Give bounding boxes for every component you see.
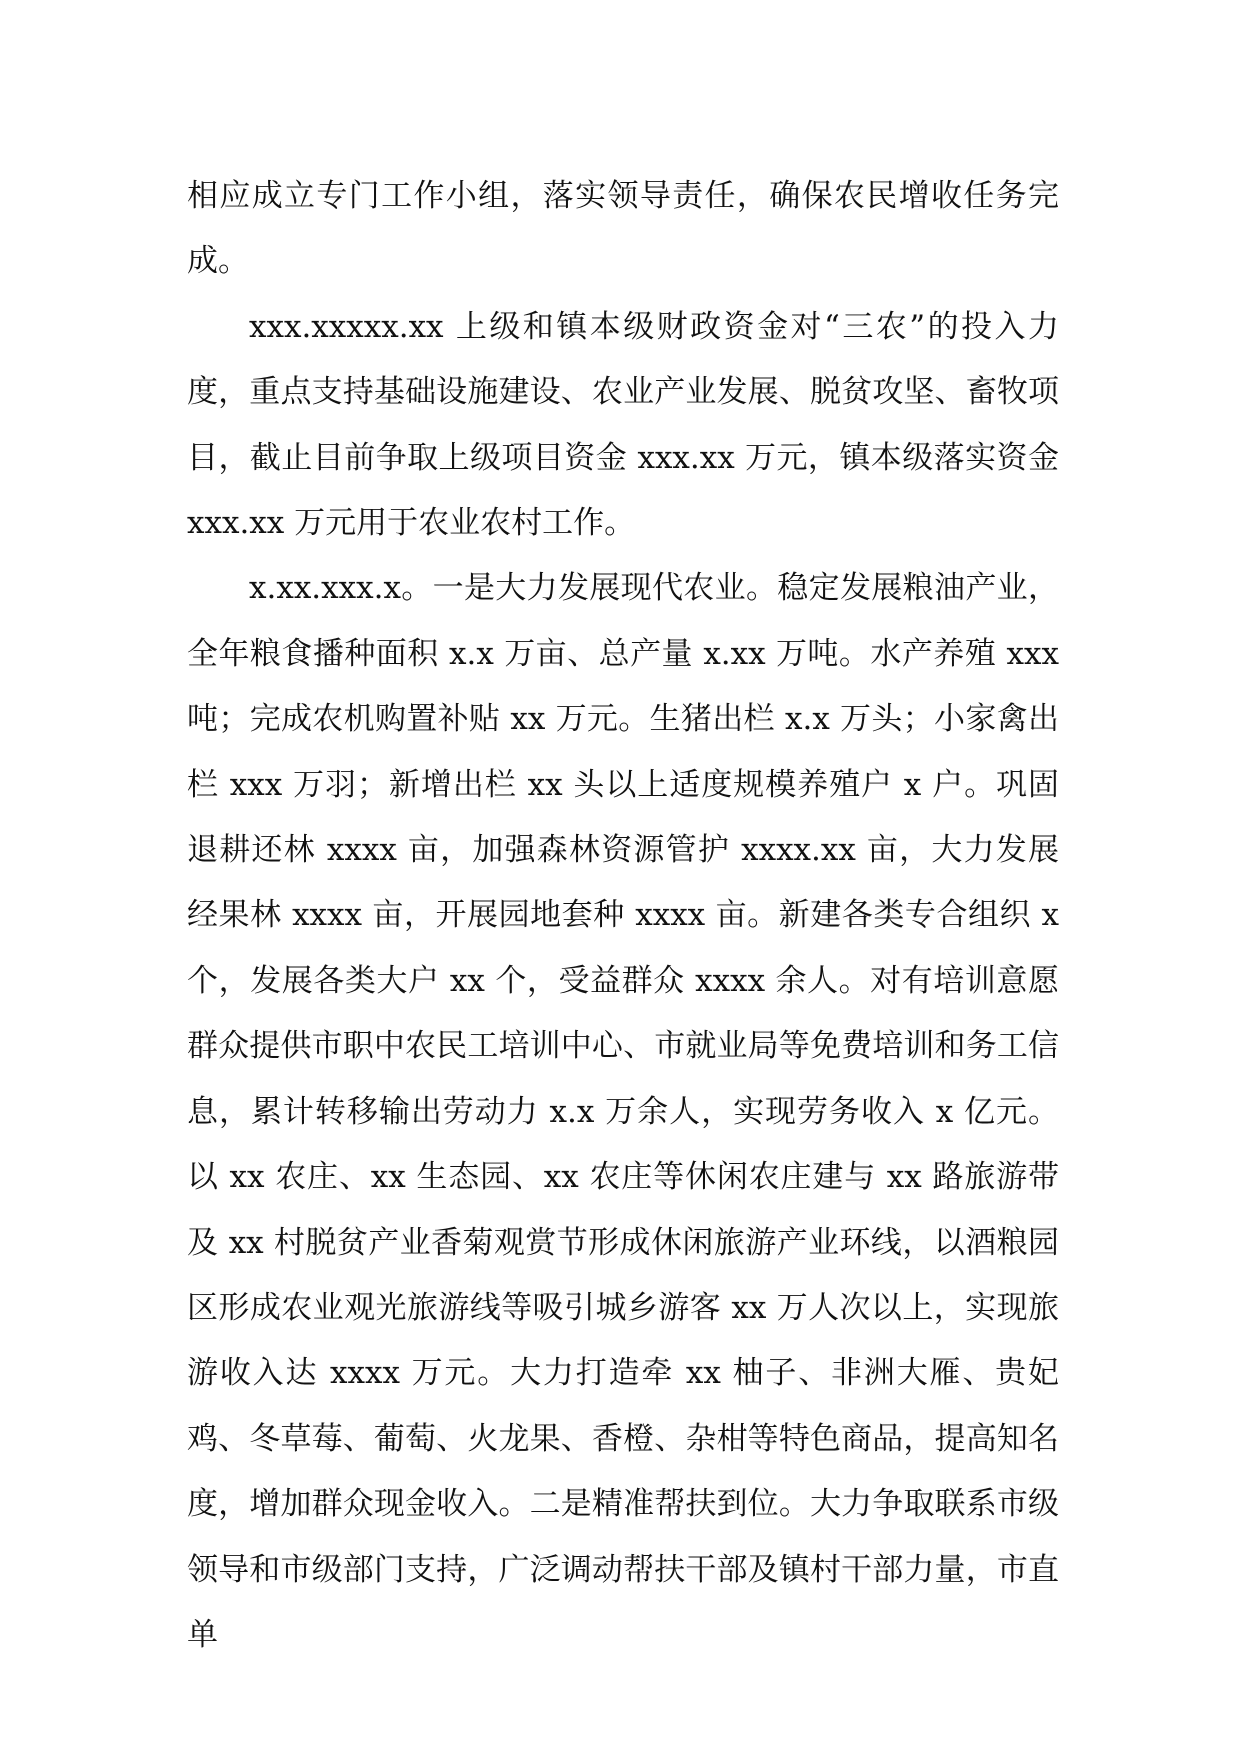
paragraph-modern-agriculture: x.xx.xxx.x。一是大力发展现代农业。稳定发展粮油产业，全年粮食播种面积 x.x 万亩、总产量 x.xx 万吨。水产养殖 xxx 吨；完成农机购置补贴 xx 万元。生猪出栏 x.x 万头；小家禽出栏 xxx 万羽；新增出栏 xx 头以上适度规模养殖户 x 户。巩固退耕还林 xxxx 亩，加强森林资源管护 xxxx.xx 亩，大力发展经果林 xxxx 亩，开展园地套种 xxxx 亩。新建各类专合组织 x 个，发展各类大户 xx 个，受益群众 xxxx 余人。对有培训意愿群众提供市职中农民工培训中心、市就业局等免费培训和务工信息，累计转移输出劳动力 x.x 万余人，实现劳务收入 x 亿元。以 xx 农庄、xx 生态园、xx 农庄等休闲农庄建与 xx 路旅游带及 xx 村脱贫产业香菊观赏节形成休闲旅游产业环线，以酒粮园区形成农业观光旅游线等吸引城乡游客 xx 万人次以上，实现旅游收入达 xxxx 万元。大力打造牵 xx 柚子、非洲大雁、贵妃鸡、冬草莓、葡萄、火龙果、香橙、杂柑等特色商品，提高知名度，增加群众现金收入。二是精准帮扶到位。大力争取联系市级领导和市级部门支持，广泛调动帮扶干部及镇村干部力量，市直单	[187, 570, 1059, 1653]
body-text	[187, 164, 1059, 1668]
paragraph-fiscal-investment: xxx.xxxxx.xx 上级和镇本级财政资金对“三农”的投入力度，重点支持基础设施建设、农业产业发展、脱贫攻坚、畜牧项目，截止目前争取上级项目资金 xxx.xx 万元，镇本级落实资金 xxx.xx 万元用于农业农村工作。	[187, 308, 1059, 542]
paragraph-continuation: 相应成立专门工作小组，落实领导责任，确保农民增收任务完成。	[187, 178, 1059, 280]
